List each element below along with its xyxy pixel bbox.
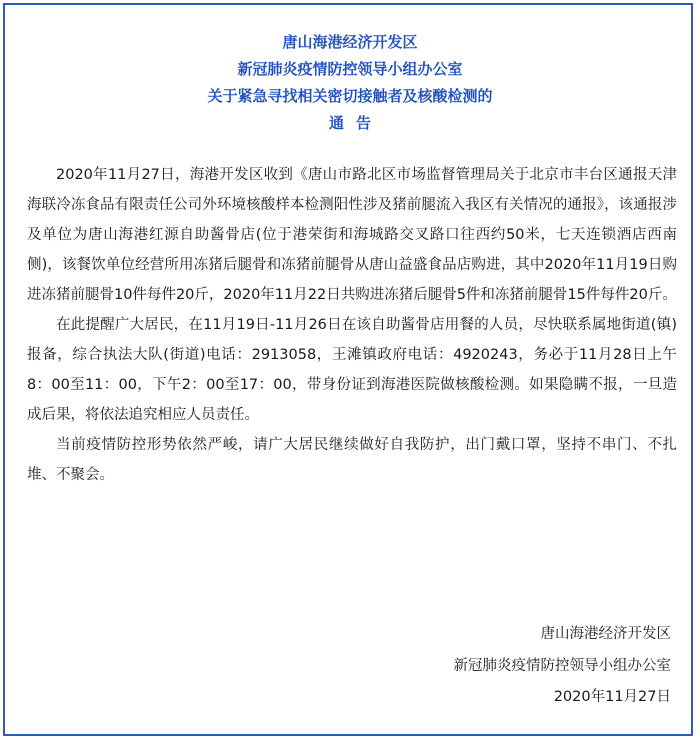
header-line-district: 唐山海港经济开发区 bbox=[282, 33, 418, 51]
signature-org-office: 新冠肺炎疫情防控领导小组办公室 bbox=[453, 657, 671, 674]
notice-signature bbox=[454, 619, 672, 714]
header-line-office: 新冠肺炎疫情防控领导小组办公室 bbox=[237, 60, 463, 78]
notice-frame bbox=[3, 3, 693, 736]
signature-org-district: 唐山海港经济开发区 bbox=[540, 626, 671, 642]
signature-date: 2020年11月27日 bbox=[553, 689, 671, 705]
notice-body bbox=[27, 160, 677, 490]
body-paragraph-2: 在此提醒广大居民，在11月19日-11月26日在该自助酱骨店用餐的人员，尽快联系属地街道(镇)报备，综合执法大队(街道)电话：2913058，王滩镇政府电话：4920243，务必于11月28日上午8：00至11：00，下午2：00至17：00，带身份证到海港医院做核酸检测。如果隐瞒不报，一旦造成后果，将依法追究相应人员责任。 bbox=[27, 317, 677, 423]
notice-header bbox=[5, 29, 695, 137]
body-paragraph-3: 当前疫情防控形势依然严峻，请广大居民继续做好自我防护，出门戴口罩，坚持不串门、不扎堆、不聚会。 bbox=[27, 437, 677, 483]
header-line-notice: 通告 bbox=[328, 114, 383, 132]
header-line-subject: 关于紧急寻找相关密切接触者及核酸检测的 bbox=[207, 87, 493, 105]
body-paragraph-1: 2020年11月27日，海港开发区收到《唐山市路北区市场监督管理局关于北京市丰台区通报天津海联冷冻食品有限责任公司外环境核酸样本检测阳性涉及猪前腿流入我区有关情况的通报》，该通报涉及单位为唐山海港红源自助酱骨店(位于港荣街和海城路交叉路口往西约50米，七天连锁酒店西南侧)，该餐饮单位经营所用冻猪后腿骨和冻猪前腿骨从唐山益盛食品店购进，其中2020年11月19日购进冻猪前腿骨10件每件20斤，2020年11月22日共购进冻猪后腿骨5件和冻猪前腿骨15件每件20斤。 bbox=[27, 167, 677, 303]
